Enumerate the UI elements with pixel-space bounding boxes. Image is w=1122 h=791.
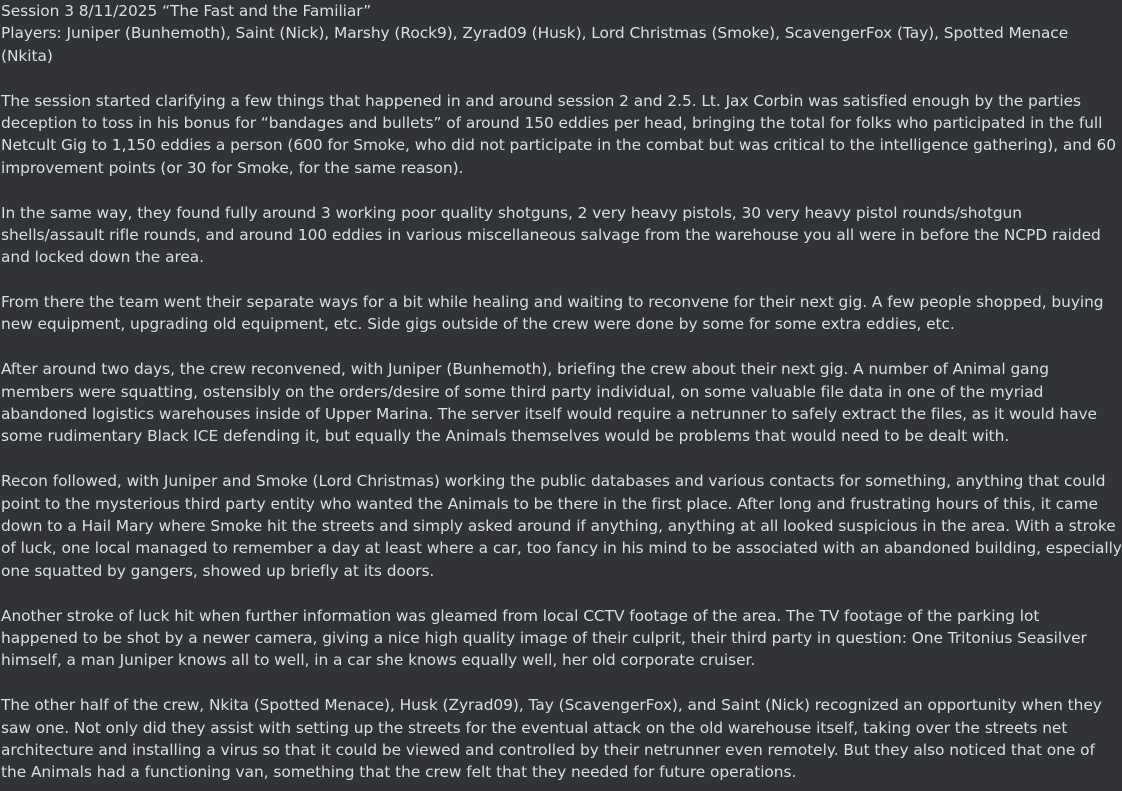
text-line: After around two days, the crew reconvened, with Juniper (Bunhemoth), briefing the crew about their next gig. A number of Animal gang [1,360,1049,379]
text-line: one squatted by gangers, showed up briefly at its doors. [1,561,435,580]
text-line: Netcult Gig to 1,150 eddies a person (600 for Smoke, who did not participate in the combat but was critical to the intelligence gathering), and 60 [1,136,1117,155]
text-line: and locked down the area. [1,248,205,267]
paragraph [0,358,1097,448]
text-line: The other half of the crew, Nkita (Spotted Menace), Husk (Zyrad09), Tay (ScavengerFox), and Saint (Nick) recognized an opportunity when they [1,696,1102,715]
paragraph [0,694,1102,784]
text-line: the Animals had a functioning van, something that the crew felt that they needed for future operations. [1,763,797,782]
text-line: new equipment, upgrading old equipment, etc. Side gigs outside of the crew were done by some for some extra eddies, etc. [1,315,955,334]
paragraph-gap [0,336,1000,358]
paragraph [0,90,1117,180]
paragraph [0,605,1087,672]
text-line: of luck, one local managed to remember a day at least where a car, too fancy in his mind to be associated with an abandoned building, especially [1,539,1122,558]
text-line: architecture and installing a virus so that it could be viewed and controlled by their netrunner even remotely. But they also noticed that one of [1,740,1095,759]
text-line: improvement points (or 30 for Smoke, for the same reason). [1,158,464,177]
paragraph-gap [0,179,1000,201]
paragraph-gap [0,672,1000,694]
text-line: some rudimentary Black ICE defending it, but equally the Animals themselves would be problems that would need to be dealt with. [1,427,1010,446]
paragraph [0,202,1101,269]
text-line: shells/assault rifle rounds, and around 100 eddies in various miscellaneous salvage from the warehouse you all were in before the NCPD raided [1,225,1101,244]
paragraph-gap [0,269,1000,291]
paragraph-gap [0,448,1000,470]
text-line: abandoned logistics warehouses inside of Upper Marina. The server itself would require a netrunner to safely extract the files, as it would have [1,405,1097,424]
text-line: deception to toss in his bonus for “bandages and bullets” of around 150 eddies per head, bringing the total for folks who participated in the full [1,113,1103,132]
text-line: saw one. Not only did they assist with setting up the streets for the eventual attack on the old warehouse itself, taking over the streets net [1,718,1068,737]
paragraph [0,291,1104,336]
text-line: Another stroke of luck hit when further information was gleamed from local CCTV footage of the area. The TV footage of the parking lot [1,606,1040,625]
paragraph-gap [0,67,1000,89]
paragraph [0,470,1122,582]
text-line: down to a Hail Mary where Smoke hit the streets and simply asked around if anything, anything at all looked suspicious in the area. With a stroke [1,516,1116,535]
text-line: Recon followed, with Juniper and Smoke (Lord Christmas) working the public databases and various contacts for something, anything that could [1,472,1106,491]
players-line: (Nkita) [1,46,53,65]
text-line: In the same way, they found fully around 3 working poor quality shotguns, 2 very heavy pistols, 30 very heavy pistol rounds/shotgun [1,203,1022,222]
session-title: Session 3 8/11/2025 “The Fast and the Familiar” [1,2,372,20]
text-line: himself, a man Juniper knows all to well, in a car she knows equally well, her old corporate cruiser. [1,651,756,670]
text-line: happened to be shot by a newer camera, giving a nice high quality image of their culprit, their third party in question: One Tritonius Seasilver [1,628,1087,647]
paragraph-gap [0,582,1000,604]
text-line: From there the team went their separate ways for a bit while healing and waiting to reconvene for their next gig. A few people shopped, buying [1,293,1104,312]
players-line: Players: Juniper (Bunhemoth), Saint (Nick), Marshy (Rock9), Zyrad09 (Husk), Lord Christmas (Smoke), ScavengerFox (Tay), Spotted Menace [1,24,1069,43]
text-line: point to the mysterious third party entity who wanted the Animals to be there in the first place. After long and frustrating hours of this, it came [1,494,1098,513]
text-line: The session started clarifying a few things that happened in and around session 2 and 2.5. Lt. Jax Corbin was satisfied enough by the parties [1,91,1082,110]
text-line: members were squatting, ostensibly on the orders/desire of some third party individual, on some valuable file data in one of the myriad [1,382,1044,401]
